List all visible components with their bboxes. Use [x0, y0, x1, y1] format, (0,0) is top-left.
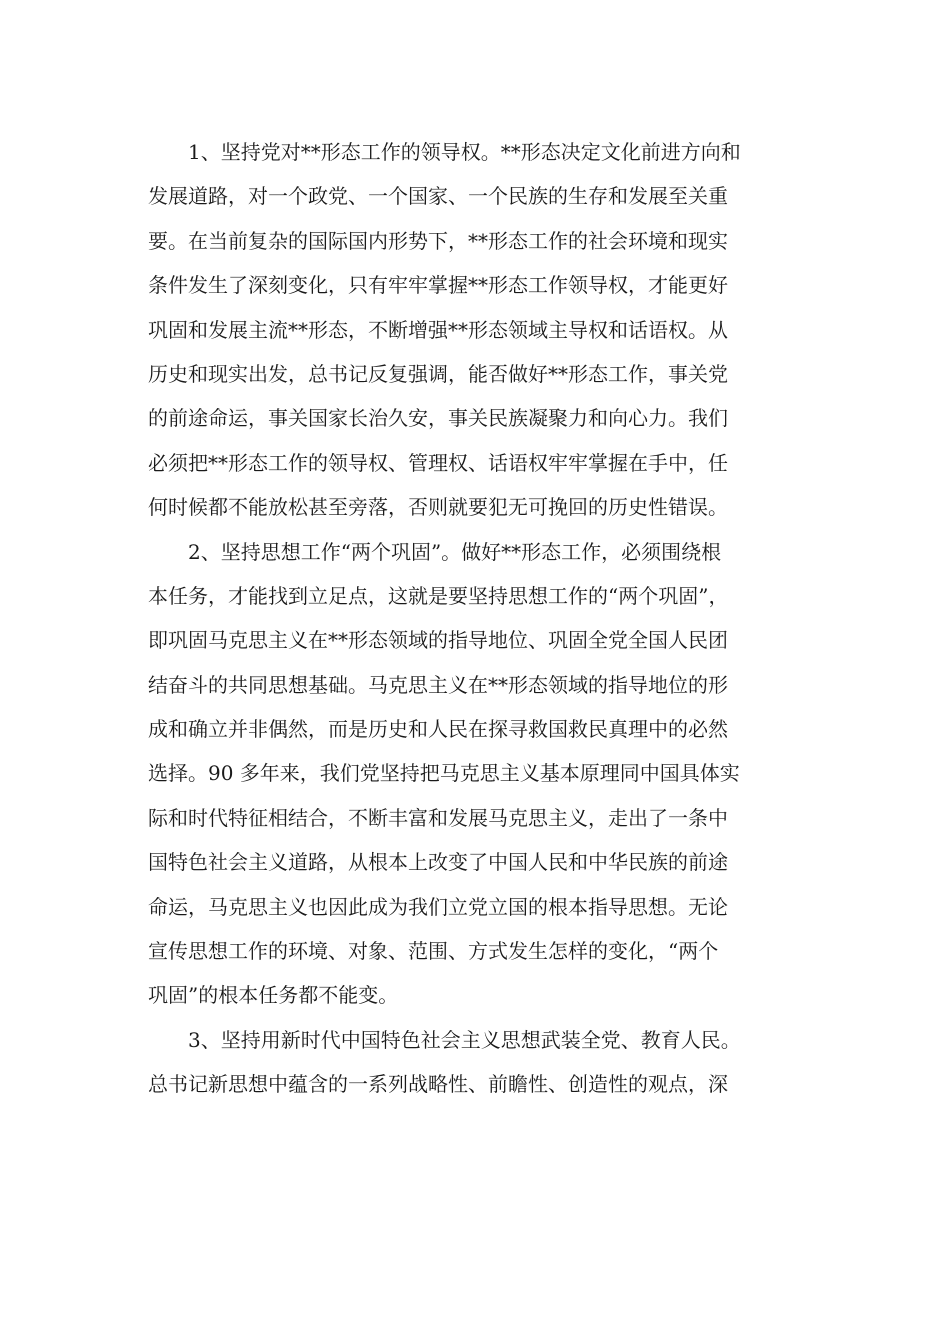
paragraph-1-line-9: 何时候都不能放松甚至旁落，否则就要犯无可挽回的历史性错误。	[148, 495, 728, 520]
paragraph-2-line-5: 成和确立并非偶然，而是历史和人民在探寻救国救民真理中的必然	[148, 717, 728, 742]
paragraph-1-line-5: 巩固和发展主流**形态，不断增强**形态领域主导权和话语权。从	[148, 317, 728, 342]
paragraph-2-line-11: 巩固”的根本任务都不能变。	[148, 983, 399, 1008]
paragraph-1-line-7: 的前途命运，事关国家长治久安，事关民族凝聚力和向心力。我们	[148, 406, 728, 431]
paragraph-1-line-3: 要。在当前复杂的国际国内形势下，**形态工作的社会环境和现实	[148, 228, 728, 253]
paragraph-2-line-9: 命运，马克思主义也因此成为我们立党立国的根本指导思想。无论	[148, 894, 728, 919]
paragraph-1-line-1: 1、坚持党对**形态工作的领导权。**形态决定文化前进方向和	[188, 140, 741, 164]
paragraph-2-line-4: 结奋斗的共同思想基础。马克思主义在**形态领域的指导地位的形	[148, 672, 728, 697]
document-body	[148, 130, 803, 1107]
paragraph-2-line-3: 即巩固马克思主义在**形态领域的指导地位、巩固全党全国人民团	[148, 628, 728, 653]
paragraph-3-line-2: 总书记新思想中蕴含的一系列战略性、前瞻性、创造性的观点，深	[148, 1072, 728, 1097]
paragraph-1-line-2: 发展道路，对一个政党、一个国家、一个民族的生存和发展至关重	[148, 184, 728, 209]
paragraph-1-line-8: 必须把**形态工作的领导权、管理权、话语权牢牢掌握在手中，任	[148, 450, 728, 475]
paragraph-2-line-7: 际和时代特征相结合，不断丰富和发展马克思主义，走出了一条中	[148, 805, 728, 830]
paragraph-2-line-1: 2、坚持思想工作“两个巩固”。做好**形态工作，必须围绕根	[188, 539, 722, 564]
paragraph-2-line-8: 国特色社会主义道路，从根本上改变了中国人民和中华民族的前途	[148, 850, 728, 875]
paragraph-3-line-1: 3、坚持用新时代中国特色社会主义思想武装全党、教育人民。	[188, 1027, 741, 1052]
paragraph-2-line-2: 本任务，才能找到立足点，这就是要坚持思想工作的“两个巩固”，	[148, 583, 729, 608]
paragraph-1-line-6: 历史和现实出发，总书记反复强调，能否做好**形态工作，事关党	[148, 361, 728, 386]
paragraph-2-line-6: 选择。90 多年来，我们党坚持把马克思主义基本原理同中国具体实	[148, 761, 740, 786]
paragraph-2-line-10: 宣传思想工作的环境、对象、范围、方式发生怎样的变化，“两个	[148, 939, 719, 964]
paragraph-1-line-4: 条件发生了深刻变化，只有牢牢掌握**形态工作领导权，才能更好	[148, 273, 728, 298]
